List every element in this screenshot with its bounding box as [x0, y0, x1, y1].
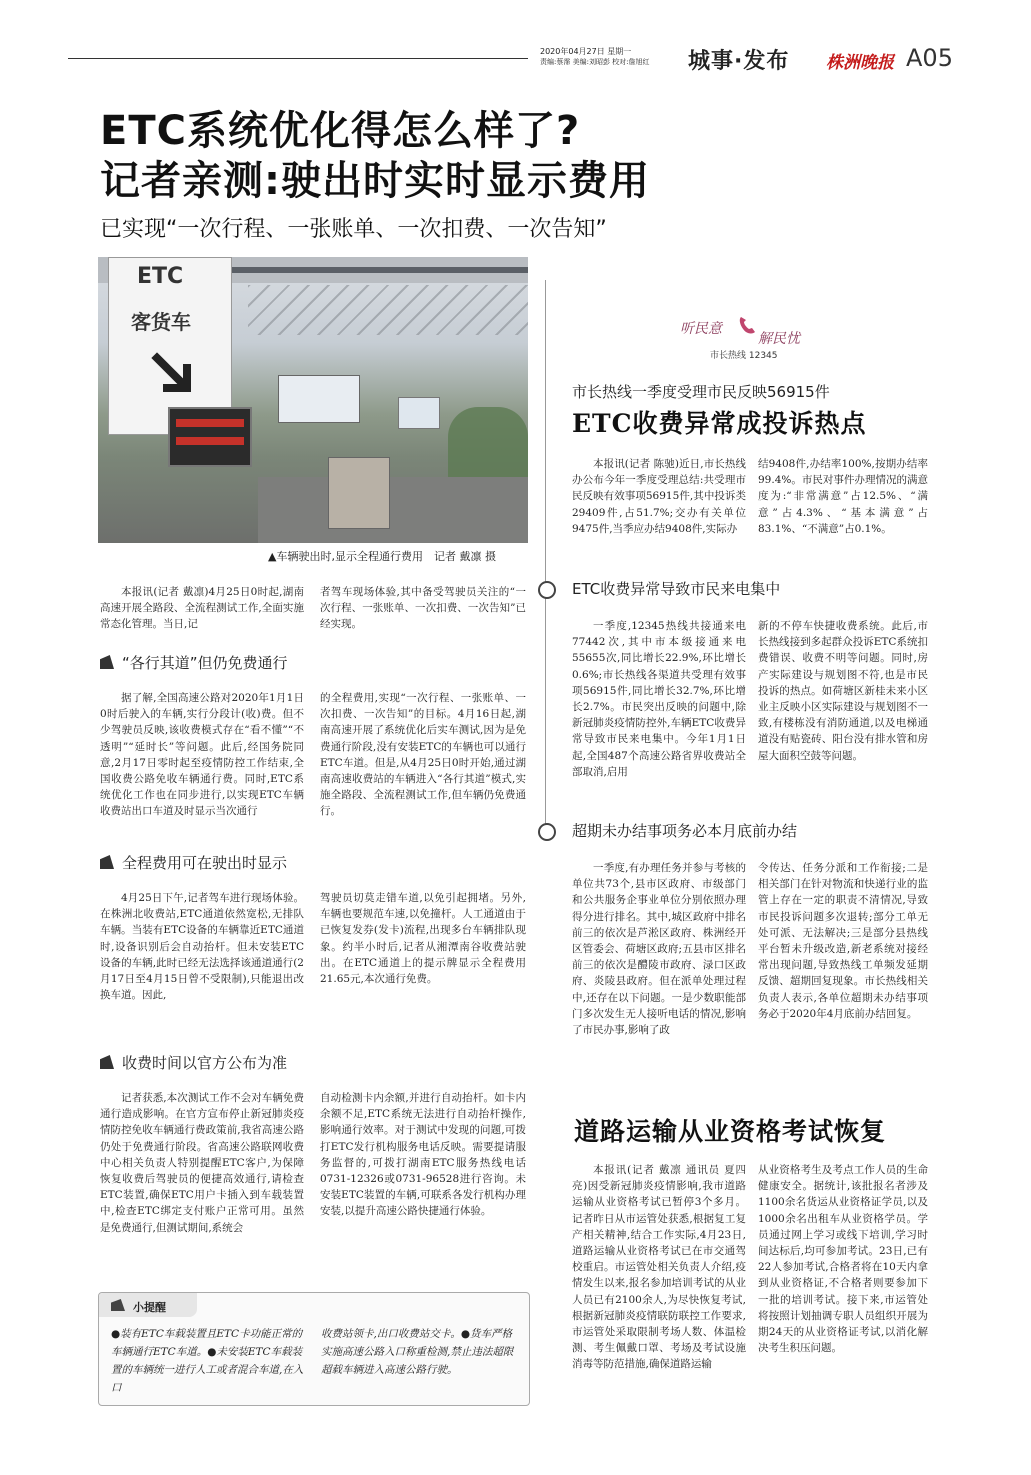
- right-subhead-2: 超期未办结事项务必本月底前办结: [572, 822, 798, 840]
- subhead-marker-icon: [100, 1055, 114, 1069]
- etc-toll-photo: [98, 257, 528, 543]
- intro-col1: 本报讯(记者 戴凛)4月25日0时起,湖南高速开展全路段、全流程测试工作,全面实施常态化管理。当日,记: [100, 586, 304, 631]
- right-s1-col1: 一季度,12345热线共接通来电77442次,其中市本级接通来电55655次,同比增长22.9%,环比增长0.6%;市长热线各渠道共受理有效事项56915件,同比增长32.7%,环比增长2.7%。市民突出反映的问题中,除新冠肺炎疫情防控外,车辆ETC收费异常导致市民来电集中。今年1月1日起,全国487个高速公路省界收费站全部取消,启用: [572, 620, 746, 778]
- toll-canopy-board: [278, 375, 360, 423]
- right-s1-col2: 新的不停车快捷收费系统。此后,市长热线接到多起群众投诉ETC系统扣费错误、收费不明等问题。同时,房产实际建设与规划图不符,也是市民投诉的热点。如荷塘区新桂未来小区业主反映小区实际建设与规划图不一致,有楼栋没有消防通道,以及电梯通道没有贴瓷砖、阳台没有排水管和房屋大面积空鼓等问题。: [758, 620, 928, 762]
- article2-headline: 道路运输从业资格考试恢复: [574, 1117, 887, 1146]
- phone-icon: [736, 314, 758, 336]
- trees: [448, 407, 528, 487]
- tip-title: 小提醒: [133, 1301, 166, 1314]
- right-divider: [545, 280, 546, 840]
- header-rule: [68, 58, 528, 59]
- hotline-logo-b: 解民忧: [758, 331, 800, 347]
- bullet-circle-icon: [538, 823, 556, 841]
- subhead-marker-icon: [100, 655, 114, 669]
- bullet-circle-icon: [538, 581, 556, 599]
- lane-board: [398, 397, 440, 429]
- article2-col1: 本报讯(记者 戴凛 通讯员 夏四亮)因受新冠肺炎疫情影响,我市道路运输从业资格考试已暂停3个多月。记者昨日从市运管处获悉,根据复工复产相关精神,结合工作实际,4月23日,道路运输从业资格考试已在市交通驾校重启。市运管处相关负责人介绍,疫情发生以来,报名参加培训考试的从业人员已有2100余人,为尽快恢复考试,根据新冠肺炎疫情联防联控工作要求,市运管处采取限制考场人数、体温检测、考生佩戴口罩、考场及考试设施消毒等防范措施,确保道路运输: [572, 1164, 746, 1371]
- right-kicker: 市长热线一季度受理市民反映56915件: [572, 383, 830, 401]
- hotline-logo-a: 听民意: [680, 321, 722, 337]
- sign-vehicle-text: 客货车: [131, 310, 191, 334]
- newspaper-logo: 株洲晚报: [826, 48, 894, 73]
- sec3-col1: 记者获悉,本次测试工作不会对车辆免费通行造成影响。在官方宣布停止新冠肺炎疫情防控免收车辆通行费政策前,我省高速公路仍处于免费通行阶段。省高速公路联网收费中心相关负责人特别提醒ETC客户,为保障恢复收费后驾驶员的便捷高效通行,请检查ETC装置,确保ETC用户卡插入到车载装置中,检查ETC绑定支付账户正常可用。虽然是免费通行,但测试期间,系统会: [100, 1092, 304, 1234]
- right-subhead-1: ETC收费异常导致市民来电集中: [572, 580, 781, 598]
- sec2-col1: 4月25日下午,记者驾车进行现场体验。在株洲北收费站,ETC通道依然宽松,无排队车辆。当装有ETC设备的车辆靠近ETC通道时,设备识别后会自动抬杆。但未安装ETC设备的车辆,此时已经无法选择该通道通行(2月17日至4月15日曾不受限制),只能退出改换车道。因此,: [100, 892, 304, 1002]
- road: [258, 477, 528, 543]
- headline-subtitle: 已实现“一次行程、一张账单、一次扣费、一次告知”: [100, 217, 607, 242]
- tip-box: [98, 1292, 530, 1406]
- right-s2-col2: 令传达、任务分派和工作衔接;二是相关部门在针对物流和快递行业的监管上存在一定的职责不清情况,导致市民投诉问题多次退转;部分工单无处可派、无法解决;三是部分县热线平台暂未升级改造,新老系统对接经常出现问题,导致热线工单频发延期反馈、超期回复现象。市长热线相关负责人表示,各单位超期未办结事项务必于2020年4月底前办结回复。: [758, 862, 928, 1020]
- subhead-lanes: “各行其道”但仍免费通行: [100, 652, 288, 673]
- arrow-down-right-icon: [149, 350, 199, 400]
- subhead-fee-time: 收费时间以官方公布为准: [100, 1052, 287, 1073]
- led-fee-display: [168, 407, 252, 467]
- sign-etc-text: ETC: [137, 264, 184, 289]
- sec3-col2: 自动检测卡内余额,并进行自动抬杆。如卡内余额不足,ETC系统无法进行自动抬杆操作,影响通行效率。对于测试中发现的问题,可拨打ETC发行机构服务电话反映。需要提请服务监督的,可拨打湖南ETC服务热线电话0731-12326或0731-96528进行咨询。未安装ETC装置的车辆,可联系各发行机构办理安装,以提升高速公路快捷通行体验。: [320, 1092, 526, 1218]
- tip-col2: 收费站领卡,出口收费站交卡。●货车严格实施高速公路入口称重检测,禁止违法超限超载车辆进入高速公路行驶。: [321, 1328, 514, 1376]
- subhead-full-fee: 全程费用可在驶出时显示: [100, 852, 287, 873]
- photo-caption: ▲车辆驶出时,显示全程通行费用 记者 戴凛 摄: [268, 550, 496, 563]
- right-p1-col1: 本报讯(记者 陈驰)近日,市长热线办公布今年一季度受理总结:共受理市民反映有效事项56915件,其中投诉类29409件,占51.7%;交办有关单位9475件,当季应办结9408件,实际办: [572, 458, 746, 535]
- headline-line1: ETC系统优化得怎么样了?: [100, 108, 581, 154]
- subhead-marker-icon: [100, 855, 114, 869]
- sec1-col1: 据了解,全国高速公路对2020年1月1日0时后驶入的车辆,实行分段计(收)费。但不少驾驶员反映,该收费模式存在“看不懂”“不透明”“延时长”等问题。此后,经国务院同意,2月17日零时起至疫情防控工作结束,全国收费公路免收车辆通行费。同时,ETC系统优化工作也在同步进行,以实现ETC车辆收费站出口车道及时显示当次通行: [100, 692, 304, 818]
- right-s2-col1: 一季度,有办理任务并参与考核的单位共73个,县市区政府、市级部门和公共服务企事业单位分别依照办理得分进行排名。其中,城区政府中排名前三的依次是芦淞区政府、株洲经开区管委会、荷塘区政府;五县市区排名前三的依次是醴陵市政府、渌口区政府、炎陵县政府。但在派单处理过程中,还存在以下问题。一是少数职能部门多次发生无人接听电话的情况,影响了市民办事,影响了政: [572, 862, 746, 1037]
- tip-col1: ●装有ETC车载装置且ETC卡功能正常的车辆通行ETC车道。●未安装ETC车载装置的车辆统一进行人工或者混合车道,在入口: [111, 1328, 304, 1394]
- section-title: 城事·发布: [688, 49, 790, 74]
- header-editors: 责编:蔡霈 美编:刘昭彭 校对:詹旭红: [540, 58, 650, 66]
- toll-booth: [328, 457, 390, 529]
- right-p1-col2: 结9408件,办结率100%,按期办结率99.4%。市民对事件办理情况的满意度为:“非常满意”占12.5%、“满意”占4.3%、“基本满意”占83.1%、“不满意”占0.1%。: [758, 458, 928, 535]
- headline-line2: 记者亲测:驶出时实时显示费用: [100, 158, 650, 204]
- hotline-number: 市长热线 12345: [710, 351, 778, 361]
- header-date: 2020年04月27日 星期一: [540, 47, 632, 56]
- right-headline: ETC收费异常成投诉热点: [572, 409, 867, 438]
- article2-col2: 从业资格考生及考点工作人员的生命健康安全。据统计,该批报名者涉及1100余名货运从业资格证学员,以及1000余名出租车从业资格学员。学员通过网上学习或线下培训,学习时间达标后,均可参加考试。23日,已有22人参加考试,合格者将在10天内拿到从业资格证,不合格者则要参加下一批的培训考试。接下来,市运管处将按照计划抽调专职人员组织开展为期24天的从业资格证考试,以消化解决考生积压问题。: [758, 1164, 928, 1355]
- intro-col2: 者驾车现场体验,其中备受驾驶员关注的“一次行程、一张账单、一次扣费、一次告知”已经实现。: [320, 586, 526, 631]
- sec1-col2: 的全程费用,实现“一次行程、一张账单、一次扣费、一次告知”的目标。4月16日起,湖南高速开展了系统优化后实车测试,因为是免费通行阶段,没有安装ETC的车辆也可以通行ETC车道。但是,从4月25日0时开始,通过湖南高速收费站的车辆进入“各行其道”模式,实施全路段、全流程测试工作,但车辆仍免费通行。: [320, 692, 526, 818]
- page-number: A05: [906, 44, 953, 72]
- sec2-col2: 驾驶员切莫走错车道,以免引起拥堵。另外,车辆也要规范车速,以免撞杆。人工通道由于已恢复发券(发卡)流程,出现多台车辆排队现象。约半小时后,记者从湘潭南谷收费站驶出。在ETC通道上的提示牌显示全程费用21.65元,本次通行免费。: [320, 892, 526, 986]
